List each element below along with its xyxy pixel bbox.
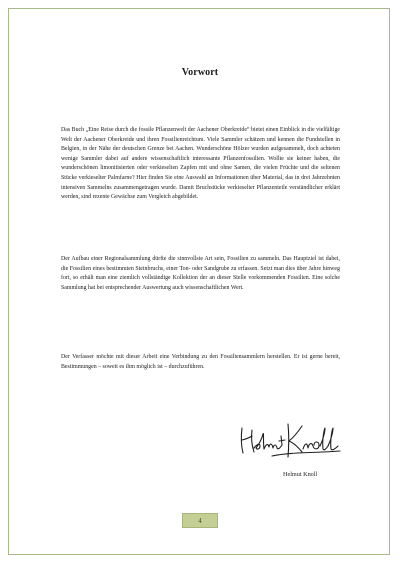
paragraph-collection: Der Aufbau einer Regionalsammlung dürfte die sinnvollste Art sein, Fossilien zu sammeln. Das Hauptziel ist dabei, die Fossilien eines bestimmten Steinbruchs, einer Ton- oder Sandgrube zu erfassen. Setzt man dies über Jahre hinweg fort, so erhält man eine ziemlich vollständige Kollektion der an dieser Stelle vorkommenden Fossilien. Eine solche Sammlung hat bei entsprechender Auswertung auch wissenschaftlichen Wert.: [61, 256, 340, 291]
handwritten-signature: [236, 418, 356, 460]
page-number-badge: [182, 513, 218, 528]
author-name: Helmut Knoll: [283, 471, 318, 478]
page-title: Vorwort: [181, 67, 219, 78]
paragraph-intro: Das Buch „Eine Reise durch die fossile Pflanzenwelt der Aachener Oberkreide“ bietet einen Einblick in die vielfältige Welt der Aachener Oberkreide und ihren Fossilienreichtum. Viele Sammler schätzen und kennen die Fundstellen in Belgien, in der Nähe der deutschen Grenze bei Aachen. Wunderschöne Hölzer wurden aufgesammelt, doch achteten wenige Sammler dabei auf andere wissenschaftlich interessante Pflanzenfossilien. Wollte sie keiner haben, die wunderschönen limonitisierten oder verkieselten Zapfen mit und ohne Samen, die vielen Früchte und die seltenen Stücke verkieselter Palmfarne? Hier finden Sie eine Auswahl an Informationen über Material, das in drei Jahrzehnten intensiven Sammelns zusammengetragen wurde. Damit Bruchstücke verkieselter Pflanzenteile verständlicher erklärt werden, sind rezente Gewächse zum Vergleich abgebildet.: [61, 127, 340, 201]
paragraph-author-note: Der Verfasser möchte mit dieser Arbeit eine Verbindung zu den Fossiliensammlern herstellen. Er ist gerne bereit, Bestimmungen – soweit es ihm möglich ist – durchzuführen.: [61, 354, 340, 370]
page-number: 4: [198, 516, 202, 525]
